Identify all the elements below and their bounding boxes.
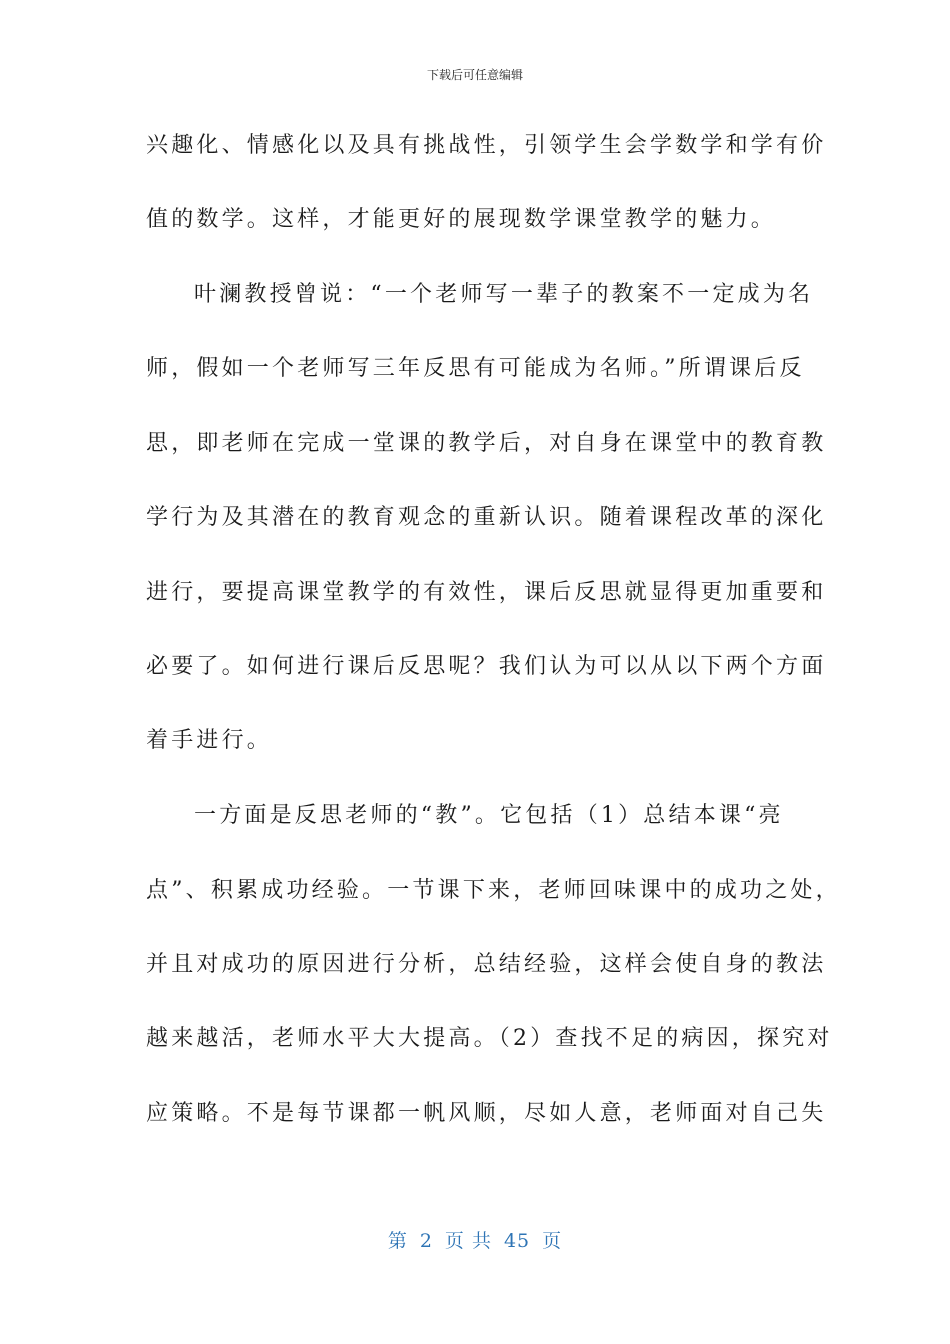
page-number-middle: 页 共 xyxy=(444,1230,492,1252)
page-number-suffix: 页 xyxy=(542,1230,563,1252)
body-text-line: 思，即老师在完成一堂课的教学后，对自身在课堂中的教育教 xyxy=(146,431,827,456)
page-number-footer xyxy=(0,1226,950,1253)
body-text-line: 必要了。如何进行课后反思呢？我们认为可以从以下两个方面 xyxy=(146,654,827,679)
body-text-line: 一方面是反思老师的“教”。它包括（1）总结本课“亮 xyxy=(194,803,784,828)
total-page-count: 45 xyxy=(503,1230,531,1252)
page-number-prefix: 第 xyxy=(387,1230,408,1252)
body-text-line: 值的数学。这样，才能更好的展现数学课堂教学的魅力。 xyxy=(146,207,777,232)
body-text-line: 越来越活，老师水平大大提高。（2）查找不足的病因，探究对 xyxy=(146,1026,833,1051)
body-text-line: 学行为及其潜在的教育观念的重新认识。随着课程改革的深化 xyxy=(146,505,827,530)
body-text-line: 并且对成功的原因进行分析，总结经验，这样会使自身的教法 xyxy=(146,952,827,977)
body-text-line: 点”、积累成功经验。一节课下来，老师回味课中的成功之处， xyxy=(146,878,841,903)
page-header-note: 下载后可任意编辑 xyxy=(426,68,523,82)
body-text-line: 应策略。不是每节课都一帆风顺，尽如人意，老师面对自己失 xyxy=(146,1101,827,1126)
body-text-line: 兴趣化、情感化以及具有挑战性，引领学生会学数学和学有价 xyxy=(146,133,827,158)
current-page-number: 2 xyxy=(419,1230,433,1252)
body-text-line: 进行，要提高课堂教学的有效性，课后反思就显得更加重要和 xyxy=(146,580,827,605)
body-text-line: 师，假如一个老师写三年反思有可能成为名师。”所谓课后反 xyxy=(146,356,805,381)
body-text-line: 着手进行。 xyxy=(146,728,273,753)
body-text-line: 叶澜教授曾说：“一个老师写一辈子的教案不一定成为名 xyxy=(194,282,814,307)
